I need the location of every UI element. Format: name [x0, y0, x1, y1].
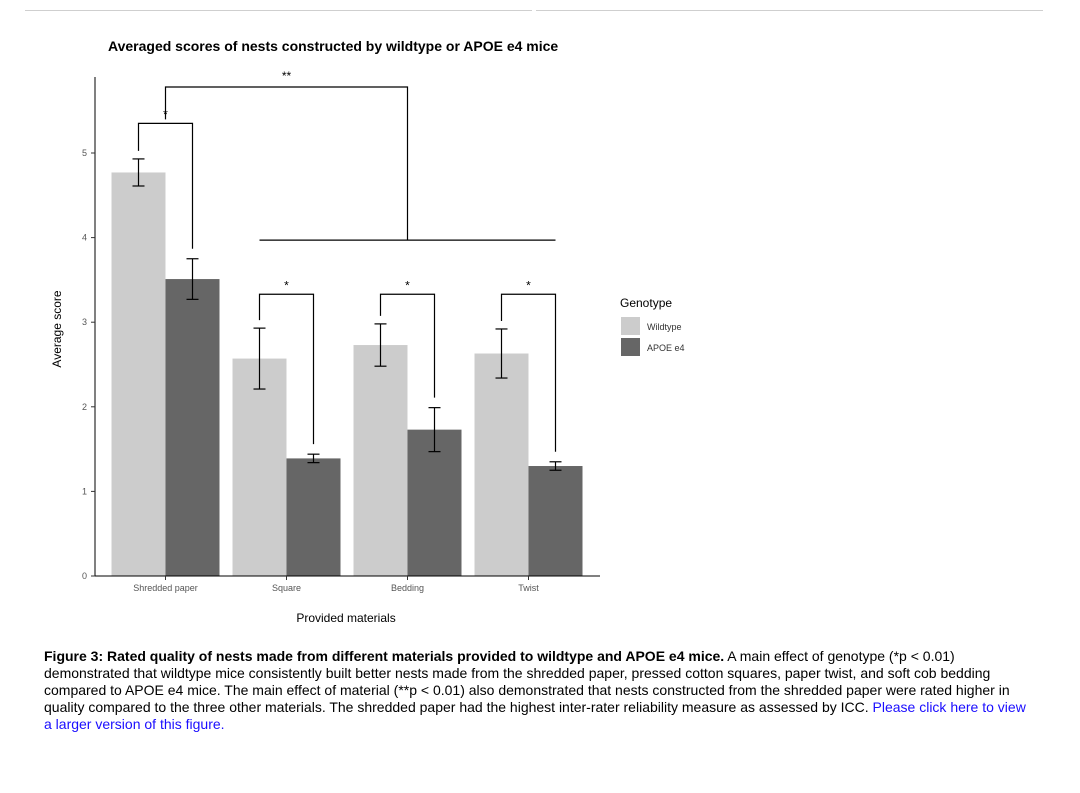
- significance-star: *: [163, 107, 168, 122]
- x-tick-label: Bedding: [390, 583, 425, 593]
- bar-wildtype-1: [233, 359, 287, 576]
- significance-star: *: [284, 278, 289, 293]
- bar-wildtype-3: [475, 354, 529, 576]
- legend-swatch-wildtype: [621, 317, 640, 335]
- legend-title: Genotype: [620, 296, 673, 310]
- legend-swatch-apoe-e4: [621, 338, 640, 356]
- y-axis-label: Average score: [50, 290, 64, 368]
- y-tick-label: 5: [81, 148, 87, 158]
- x-axis-label: Provided materials: [296, 611, 396, 625]
- bar-wildtype-0: [112, 172, 166, 576]
- x-tick-label: Twist: [518, 583, 539, 593]
- caption-body: A main effect of genotype (*p < 0.01) demonstrated that wildtype mice consistently built better nests made from the shredded paper, pressed cotton squares, paper twist, and soft cob bedding compared to APOE e4 mice. The main effect of material (**p < 0.01) also demonstrated that nests constructed from the shredded paper were rated higher in quality compared to the three other materials. The shredded paper had the highest inter-rater reliability measure as assessed by ICC.: [44, 648, 1010, 715]
- bar-apoe-e4-3: [529, 466, 583, 576]
- bar-apoe-e4-1: [287, 458, 341, 576]
- material-bracket: [166, 87, 408, 240]
- larger-figure-link[interactable]: Please click here to view a larger version of this figure.: [44, 699, 1026, 732]
- figure-caption: [44, 648, 1034, 733]
- y-tick-label: 3: [81, 317, 87, 328]
- significance-double-star: **: [281, 69, 292, 84]
- bar-apoe-e4-0: [166, 279, 220, 576]
- y-tick-label: 0: [81, 571, 87, 581]
- legend-label-wildtype: Wildtype: [647, 322, 682, 332]
- x-tick-label: Shredded paper: [133, 583, 198, 593]
- y-tick-label: 2: [81, 401, 87, 412]
- plot-area: [82, 69, 600, 593]
- bar-wildtype-2: [354, 345, 408, 576]
- chart-title: Averaged scores of nests constructed by wildtype or APOE e4 mice: [108, 38, 559, 54]
- caption-heading: Figure 3: Rated quality of nests made from different materials provided to wildtype and APOE e4 mice.: [44, 648, 725, 664]
- legend-label-apoe-e4: APOE e4: [647, 343, 685, 353]
- significance-star: *: [405, 278, 410, 293]
- y-tick-label: 1: [81, 486, 87, 497]
- x-tick-label: Square: [271, 583, 302, 593]
- significance-star: *: [526, 278, 531, 293]
- y-tick-label: 4: [81, 232, 87, 243]
- legend: [620, 296, 685, 356]
